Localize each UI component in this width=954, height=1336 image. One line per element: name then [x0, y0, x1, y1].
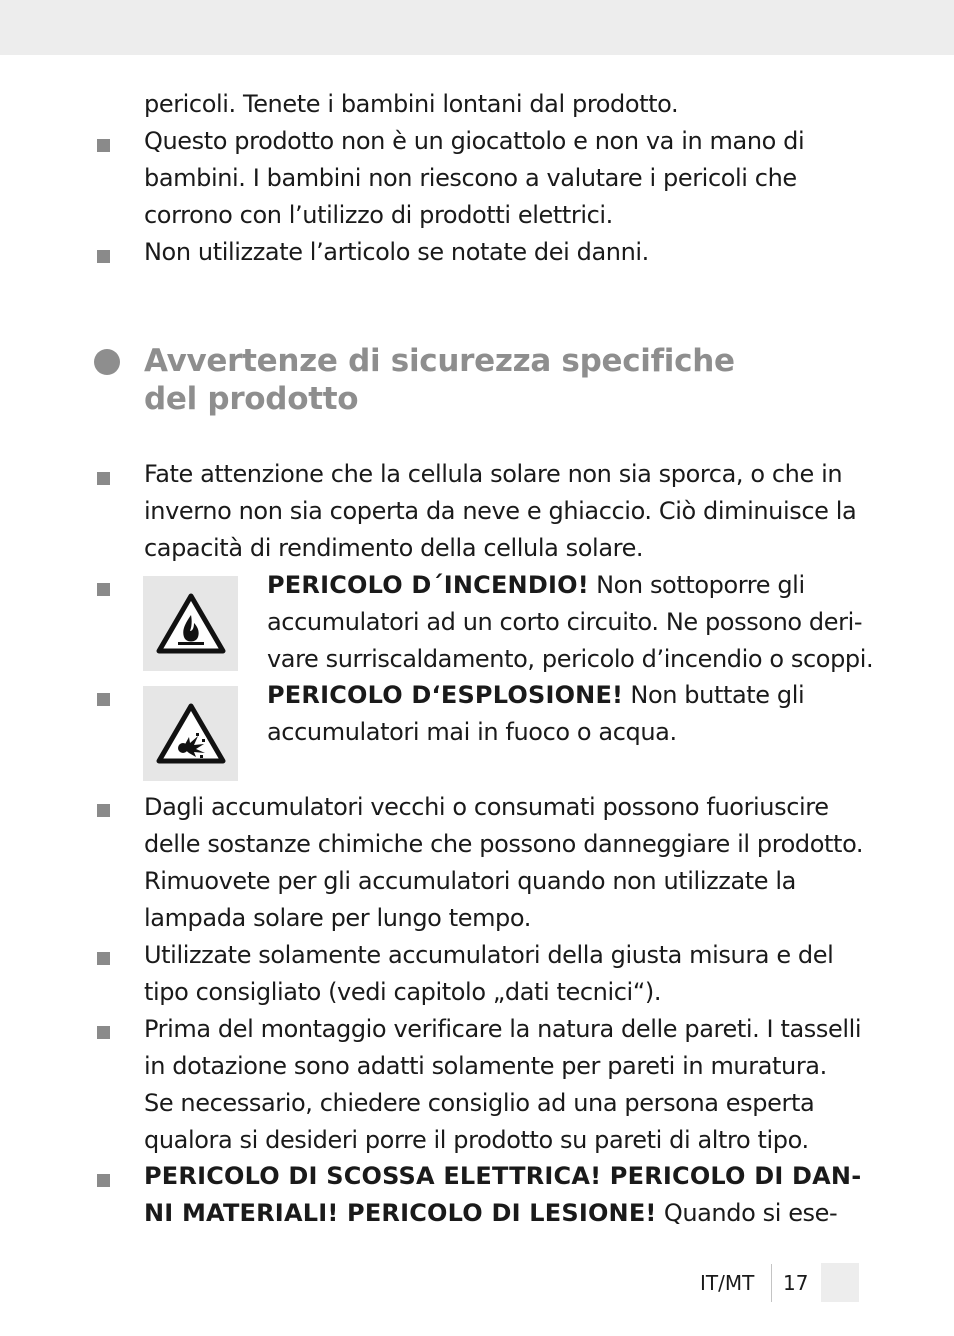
fire-warning-box	[143, 576, 238, 671]
bullet-square	[97, 139, 110, 152]
section-title: Avvertenze di sicurezza specifiche del prodotto	[144, 343, 735, 417]
page-number: 17	[783, 1271, 809, 1295]
intro-continuation: pericoli. Tenete i bambini lontani dal prodotto.	[144, 90, 679, 118]
fire-warning-text: PERICOLO D´INCENDIO! Non sottoporre gli accumulatori ad un corto circuito. Ne possono deri- vare surriscaldamento, pericolo d’incendio o scoppi.	[267, 571, 874, 673]
list-item-old-batteries: Dagli accumulatori vecchi o consumati possono fuoriuscire delle sostanze chimiche che possono danneggiare il prodotto. Rimuovete per gli accumulatori quando non utilizzate la lampada solare per lungo tempo.	[144, 793, 864, 932]
section-dot-icon	[94, 349, 120, 375]
bullet-square	[97, 1174, 110, 1187]
list-item-damage: Non utilizzate l’articolo se notate dei danni.	[144, 238, 649, 266]
footer-tab-marker	[821, 1263, 859, 1302]
bullet-square	[97, 693, 110, 706]
bullet-square	[97, 583, 110, 596]
explosion-warning-label: PERICOLO D‘ESPLOSIONE!	[267, 681, 624, 709]
list-item-electric-shock: PERICOLO DI SCOSSA ELETTRICA! PERICOLO DI DAN- NI MATERIALI! PERICOLO DI LESIONE! Quando si ese-	[144, 1162, 862, 1227]
list-item-toy: Questo prodotto non è un giocattolo e non va in mano di bambini. I bambini non riescono a valutare i pericoli che corrono con l’utilizzo di prodotti elettrici.	[144, 127, 805, 229]
bullet-square	[97, 472, 110, 485]
list-item-wall-check: Prima del montaggio verificare la natura delle pareti. I tasselli in dotazione sono adatti solamente per pareti in muratura. Se necessario, chiedere consiglio ad una persona esperta qualora si desideri porre il prodotto su pareti di altro tipo.	[144, 1015, 862, 1154]
fire-warning-label: PERICOLO D´INCENDIO!	[267, 571, 589, 599]
bullet-square	[97, 952, 110, 965]
explosion-warning-icon	[156, 703, 226, 765]
top-band	[0, 0, 954, 55]
flame-warning-icon	[156, 593, 226, 655]
bullet-square	[97, 804, 110, 817]
explosion-warning-box	[143, 686, 238, 781]
explosion-warning-text: PERICOLO D‘ESPLOSIONE! Non buttate gli accumulatori mai in fuoco o acqua.	[267, 681, 805, 746]
bullet-square	[97, 1026, 110, 1039]
footer-divider	[771, 1264, 772, 1302]
list-item-battery-size: Utilizzate solamente accumulatori della giusta misura e del tipo consigliato (vedi capitolo „dati tecnici“).	[144, 941, 834, 1006]
list-item-solar-cell: Fate attenzione che la cellula solare non sia sporca, o che in inverno non sia coperta da neve e ghiaccio. Ciò diminuisce la capacità di rendimento della cellula solare.	[144, 460, 857, 562]
footer-language-code: IT/MT	[700, 1271, 755, 1295]
bullet-square	[97, 250, 110, 263]
